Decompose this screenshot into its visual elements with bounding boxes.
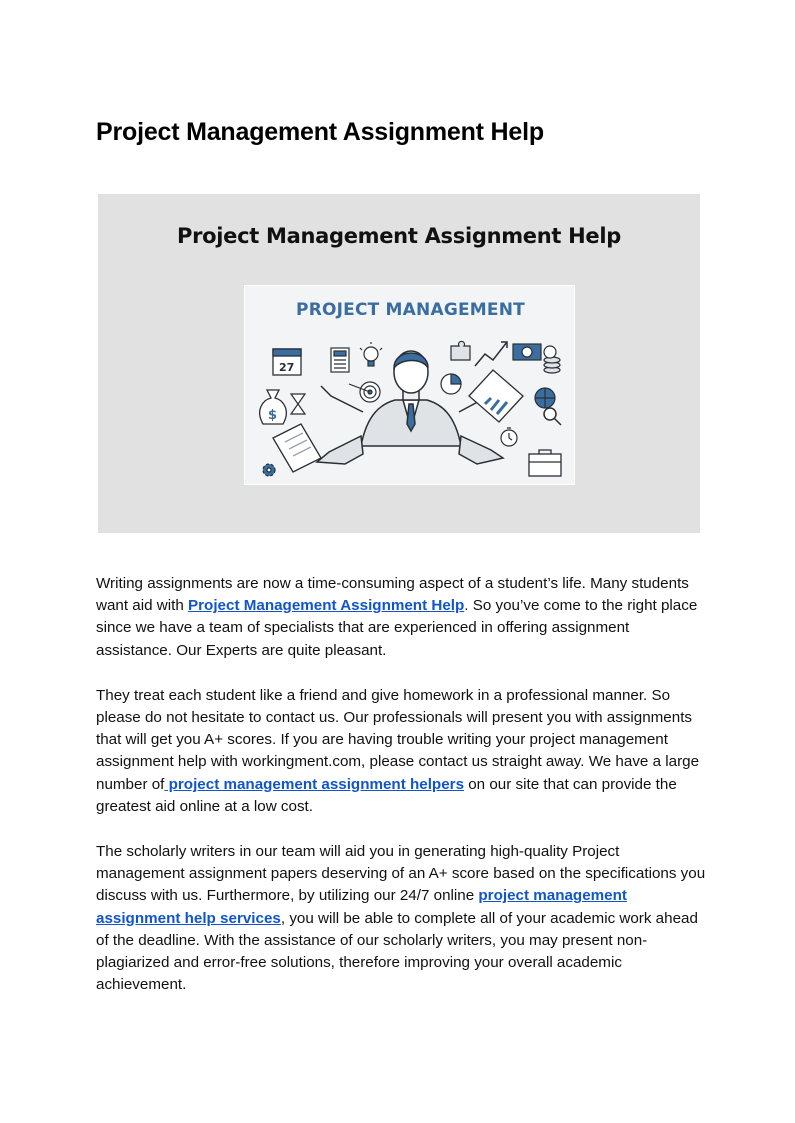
growth-chart-icon <box>475 342 507 366</box>
page-title: Project Management Assignment Help <box>96 118 544 146</box>
illustration-heading: PROJECT MANAGEMENT <box>296 300 525 320</box>
calculator-icon <box>331 348 349 372</box>
stopwatch-icon <box>501 428 517 446</box>
target-icon <box>349 382 380 402</box>
magnifier-icon <box>544 408 561 425</box>
svg-text:$: $ <box>268 408 278 423</box>
project-management-illustration <box>244 285 575 485</box>
paragraph-3: The scholarly writers in our team will aid you in generating high-quality Project management assignment papers deserving of an A+ score based on the specifications you discuss with us. Furthermore, by utilizing our 24/7 online project management assignment help services, you will be able to complete all of your academic work ahead of the deadline. With the assistance of our scholarly writers, you may present non-plagiarized and error-free solutions, therefore improving your overall academic achievement. <box>96 843 706 994</box>
lightbulb-icon <box>360 342 382 366</box>
banner-title: Project Management Assignment Help <box>176 224 621 248</box>
pie-chart-icon <box>441 374 461 394</box>
paragraph-2: They treat each student like a friend and give homework in a professional manner. So please do not hesitate to contact us. Our professionals will present you with assignments that will get you A+ scores. If you are having trouble writing your project management assignment help with workingment.com, please contact us straight away. We have a large number of project management assignment helpers on our site that can provide the greatest aid online at a low cost. <box>96 686 700 815</box>
money-bag-icon <box>260 390 287 424</box>
briefcase-icon <box>529 450 561 476</box>
illustration-graphic <box>245 286 576 486</box>
gear-icon <box>263 464 275 476</box>
banner-image <box>98 194 700 533</box>
document-icon <box>273 424 321 472</box>
svg-text:27: 27 <box>279 361 295 374</box>
assignment-helpers-link[interactable]: project management assignment helpers <box>164 775 465 793</box>
calendar-icon <box>273 349 301 375</box>
project-management-assignment-help-link[interactable]: Project Management Assignment Help <box>188 597 465 615</box>
help-services-link[interactable]: project management assignment help services <box>96 887 627 927</box>
money-icon <box>513 344 541 360</box>
hourglass-icon <box>291 394 305 414</box>
article-body <box>96 573 708 1019</box>
puzzle-icon <box>451 341 470 360</box>
paragraph-1: Writing assignments are now a time-consuming aspect of a student’s life. Many students want aid with Project Management Assignment Help. So you’ve come to the right place since we have a team of specialists that are experienced in offering assignment assistance. Our Experts are quite pleasant. <box>96 575 698 659</box>
coins-icon <box>544 346 560 373</box>
globe-icon <box>535 388 555 408</box>
bar-chart-icon <box>469 370 523 422</box>
